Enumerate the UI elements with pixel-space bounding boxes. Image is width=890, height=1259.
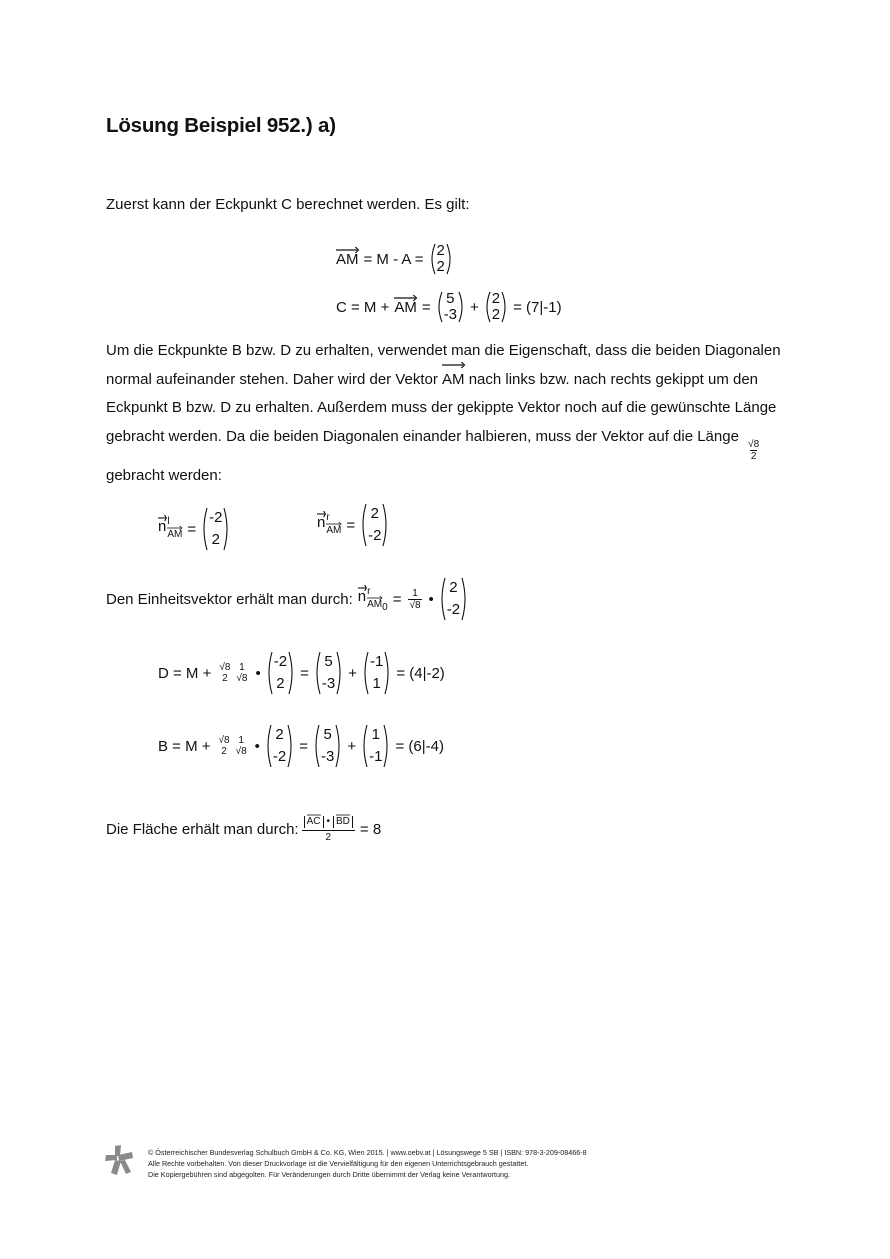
fraction-1-over-sqrt8: $\frac{1}{√8}$	[409, 587, 421, 611]
vector-m2-2: -2 2	[201, 507, 230, 551]
vector-2-m2: 2 -2	[439, 577, 468, 621]
fraction-1-over-sqrt8: 1 √8	[235, 735, 247, 757]
unit-normal-vector: n r AM 0	[357, 586, 388, 613]
publisher-logo-icon	[104, 1144, 134, 1176]
equation-b: B = M + √8 2 1 √8 • 2 -2 = 5 -3 + 1 -1 = (6|-4)	[158, 724, 444, 768]
vector-2-2: 2 2	[429, 243, 453, 275]
fraction-sqrt8-over-2: √8 2	[219, 662, 231, 684]
vector-5-m3: 5 -3	[313, 724, 342, 768]
page-title: Lösung Beispiel 952.) a)	[106, 114, 336, 137]
area-fraction: AC • BD 2	[302, 814, 355, 844]
equation-d: D = M + √8 2 1 √8 • -2 2 = 5 -3 + -1 1 = (4|-2)	[158, 651, 445, 695]
equation-am: AM = M - A = 2 2	[336, 242, 453, 276]
vector-m2-2: -2 2	[266, 651, 295, 695]
vector-2-m2: 2 -2	[360, 503, 389, 547]
fraction-sqrt8-over-2: $\frac{√8}{2}$	[748, 438, 760, 462]
vector-am-inline: AM	[442, 366, 465, 395]
fraction-sqrt8-over-2: √8 2	[218, 735, 230, 757]
intro-text: Zuerst kann der Eckpunkt C berechnet werden. Es gilt:	[106, 196, 470, 213]
normal-vector-right: n r AM	[317, 512, 342, 536]
vector-m1-1: -1 1	[362, 651, 391, 695]
equation-area: Die Fläche erhält man durch: AC • BD 2 = 8	[106, 816, 382, 843]
equation-n-left: n l AM = -2 2	[158, 507, 230, 551]
vector-2-2: 2 2	[484, 291, 508, 323]
vector-am: AM	[394, 299, 417, 316]
equation-c: C = M + AM = 5 -3 + 2 2 = (7|-1)	[336, 290, 562, 323]
footer-copyright: © Österreichischer Bundesverlag Schulbuch GmbH & Co. KG, Wien 2015. | www.oebv.at | Lösungswege 5 SB | ISBN: 978-3-209-08466-8 Alle Rechte vorbehalten. Von dieser Druckvorlage ist die Vervielfältigung für den eigenen Unterrichtsgebrauch gestattet. Die Kopiergebühren sind abgegolten. Für Veränderungen durch Dritte übernimmt der Verlag keine Verantwortung.	[148, 1148, 587, 1179]
equation-n-right: n r AM = 2 -2	[317, 503, 389, 547]
vector-5-m3: 5 -3	[314, 651, 343, 695]
vector-2-m2: 2 -2	[265, 724, 294, 768]
vector-1-m1: 1 -1	[361, 724, 390, 768]
equation-unit-vector: Den Einheitsvektor erhält man durch: n r AM 0 = $\frac{1}{√8}$ • 2 -2	[106, 577, 468, 621]
fraction-1-over-sqrt8: 1 √8	[236, 662, 248, 684]
normal-vector-left: n l AM	[158, 516, 183, 540]
vector-am: AM	[336, 251, 359, 268]
explanation-paragraph: Um die Eckpunkte B bzw. D zu erhalten, verwendet man die Eigenschaft, dass die beiden Diagonalen normal aufeinander stehen. Daher wird der Vektor AM nach links bzw. nach rechts gekippt um den Eckpunkt B bzw. D zu erhalten. Außerdem muss der gekippte Vektor noch auf die gewünschte Länge gebracht werden. Da die beiden Diagonalen einander halbieren, muss der Vektor auf die Länge $\frac{√8}{2}$ gebracht werden:	[106, 342, 781, 484]
vector-5-m3: 5 -3	[436, 291, 465, 323]
